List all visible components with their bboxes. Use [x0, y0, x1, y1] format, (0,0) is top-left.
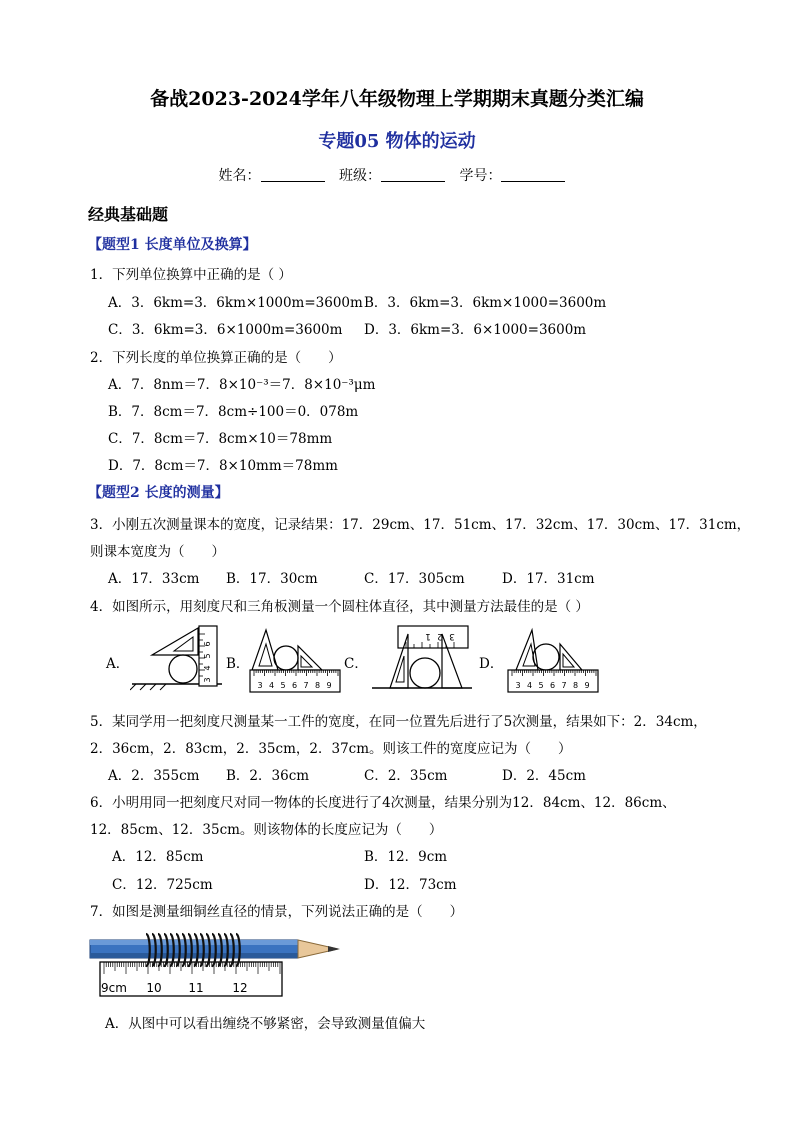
q5-option-a: A．2．355cm [108, 768, 200, 784]
q5-option-b: B．2．36cm [226, 768, 310, 784]
ruler-label: 12 [232, 981, 248, 995]
question-2-stem: 2．下列长度的单位换算正确的是（ ） [90, 350, 342, 366]
ruler-digit: 8 [314, 681, 321, 690]
ruler-digit: 7 [303, 681, 309, 690]
q1-option-d: D．3．6km=3．6×1000=3600m [364, 322, 587, 338]
q4-option-d: D． [479, 656, 504, 672]
ruler-digit: 3 [515, 681, 521, 690]
q5-option-d: D．2．45cm [502, 768, 586, 784]
ruler-digit: 2 [437, 631, 443, 641]
question-5-stem-line-2: 2．36cm，2．83cm，2．35cm，2．37cm。则该工件的宽度应记为（ ） [90, 741, 572, 757]
q4-figure-c [368, 622, 478, 694]
q2-option-a: A．7．8nm＝7．8×10⁻³＝7．8×10⁻³μm [108, 377, 376, 393]
question-3-stem-line-1: 3．小刚五次测量课本的宽度，记录结果：17．29cm、17．51cm、17．32cm、17．30cm、17．31cm， [90, 517, 751, 533]
ruler-digit: 3 [257, 681, 263, 690]
q3-option-c: C．17．305cm [364, 571, 465, 587]
question-4-stem: 4．如图所示，用刻度尺和三角板测量一个圆柱体直径，其中测量方法最佳的是（ ） [90, 599, 589, 615]
q3-option-b: B．17．30cm [226, 571, 318, 587]
ruler-digit: 8 [572, 681, 579, 690]
ruler-digit: 4 [203, 665, 212, 671]
name-label: 姓名： [218, 168, 261, 184]
q2-option-b: B．7．8cm＝7．8cm÷100＝0．078m [108, 404, 359, 420]
q2-option-d: D．7．8cm＝7．8×10mm＝78mm [108, 458, 338, 474]
q2-option-c: C．7．8cm＝7．8cm×10＝78mm [108, 431, 333, 447]
cylinder-circle [533, 644, 559, 670]
set-square-left [252, 630, 278, 670]
q6-option-c: C．12．725cm [112, 877, 213, 893]
ruler-digit: 3 [449, 631, 455, 641]
ruler-digit: 6 [203, 641, 212, 647]
question-1-stem: 1．下列单位换算中正确的是（ ） [90, 267, 292, 283]
ruler-digit: 6 [291, 681, 298, 690]
q7-option-a: A．从图中可以看出缠绕不够紧密，会导致测量值偏大 [105, 1016, 426, 1032]
document-subtitle: 专题05 物体的运动 [318, 131, 476, 152]
q3-option-d: D．17．31cm [502, 571, 595, 587]
q4-option-c: C． [344, 656, 368, 672]
cylinder-circle [274, 646, 298, 670]
ruler-digit: 1 [425, 631, 431, 641]
q4-option-a: A． [106, 656, 130, 672]
section-title: 经典基础题 [88, 205, 169, 224]
ruler-digit: 9 [584, 681, 590, 690]
question-6-stem-line-1: 6．小明用同一把刻度尺对同一物体的长度进行了4次测量，结果分别为12．84cm、12．86cm、 [90, 795, 676, 811]
id-label: 学号： [459, 168, 502, 184]
ruler-digit: 6 [549, 681, 556, 690]
ruler-digit: 5 [538, 681, 544, 690]
q4-figure-d [504, 626, 602, 694]
ruler-digit: 9 [326, 681, 332, 690]
student-info-line [0, 165, 794, 185]
question-type-1: 【题型1 长度单位及换算】 [88, 237, 257, 253]
ruler-digit: 5 [203, 653, 212, 659]
class-label: 班级： [339, 168, 381, 184]
class-blank[interactable] [381, 167, 445, 182]
q4-option-b: B． [226, 656, 250, 672]
q1-option-c: C．3．6km=3．6×1000m=3600m [108, 322, 343, 338]
question-3-stem-line-2: 则课本宽度为（ ） [90, 544, 225, 560]
q1-option-a: A．3．6km=3．6km×1000m=3600m [108, 295, 363, 311]
ruler-label: 10 [146, 981, 162, 995]
ruler-label: 9cm [101, 981, 127, 995]
q5-option-c: C．2．35cm [364, 768, 448, 784]
ruler-digit: 4 [268, 681, 275, 690]
q7-figure-pencil-wire [88, 926, 348, 1000]
ruler-label: 11 [188, 981, 204, 995]
q4-figure-a [130, 622, 225, 692]
id-blank[interactable] [501, 167, 565, 182]
question-6-stem-line-2: 12．85cm、12．35cm。则该物体的长度应记为（ ） [90, 822, 443, 838]
document-title: 备战2023-2024学年八年级物理上学期期末真题分类汇编 [150, 88, 644, 110]
name-blank[interactable] [261, 167, 325, 182]
question-7-stem: 7．如图是测量细铜丝直径的情景，下列说法正确的是（ ） [90, 904, 464, 920]
ruler-digit: 3 [203, 677, 212, 683]
cylinder-circle [169, 655, 197, 683]
question-type-2: 【题型2 长度的测量】 [88, 485, 229, 501]
q6-option-a: A．12．85cm [112, 849, 204, 865]
q6-option-d: D．12．73cm [364, 877, 457, 893]
q6-option-b: B．12．9cm [364, 849, 448, 865]
ruler-digit: 4 [526, 681, 533, 690]
q4-figure-b [248, 626, 344, 694]
ruler-digit: 5 [280, 681, 286, 690]
cylinder-circle [410, 658, 440, 688]
ruler-digit: 7 [561, 681, 567, 690]
q3-option-a: A．17．33cm [108, 571, 200, 587]
question-5-stem-line-1: 5．某同学用一把刻度尺测量某一工件的宽度，在同一位置先后进行了5次测量，结果如下：2．34cm， [90, 714, 707, 730]
set-square-right [298, 646, 322, 670]
q1-option-b: B．3．6km=3．6km×1000=3600m [364, 295, 607, 311]
